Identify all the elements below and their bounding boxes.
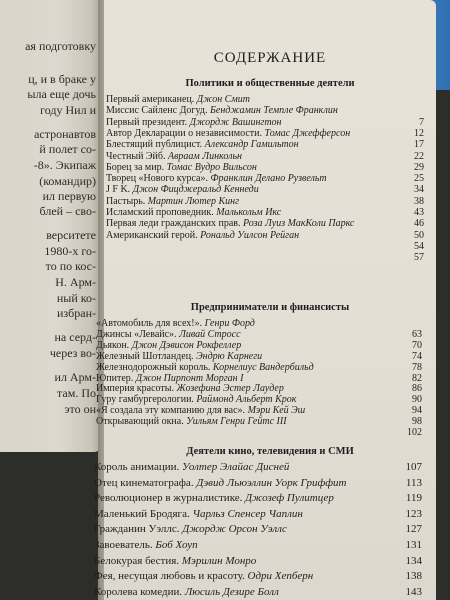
toc-entry-title — [94, 461, 289, 473]
toc-entry-person: Александр Гамильтон — [204, 139, 299, 151]
toc-entry-page: 78 — [412, 361, 422, 373]
toc-entry-person: Мэри Кей Эш — [247, 405, 306, 417]
left-page-line: ил Арм- — [54, 370, 96, 384]
toc-entry-person: Мартин Лютер Кинг — [147, 195, 239, 207]
toc-entry-label: Первый президент. — [106, 116, 188, 128]
section-heading: Деятели кино, телевидения и СМИ — [186, 446, 354, 457]
toc-entry-title — [96, 416, 287, 427]
toc-entry — [106, 117, 424, 129]
toc-entry-title — [94, 555, 256, 567]
left-page — [0, 0, 102, 452]
toc-entry-label: Первая леди гражданских прав. — [106, 218, 241, 230]
toc-entry-title — [96, 329, 241, 340]
toc-entry-title — [106, 105, 338, 116]
toc-entry-label: Отец кинематографа. — [94, 476, 194, 489]
toc-entry-person: Роза Луиз МакКоли Паркс — [243, 218, 355, 230]
toc-entry-title — [94, 508, 303, 520]
toc-entry-title — [106, 162, 257, 173]
toc-entry-page: 90 — [412, 394, 422, 406]
toc-entry-page: 57 — [414, 252, 424, 264]
toc-entry-label: Железный Шотландец. — [96, 350, 194, 362]
toc-entry-person: Уолтер Элайас Дисней — [181, 461, 290, 473]
left-page-line: ая подготовку — [25, 39, 96, 53]
toc-entry-person: Томас Джефферсон — [264, 127, 351, 139]
toc-entry-label: Гражданин Уэллс. — [94, 523, 180, 536]
toc-entry-label: Американский герой. — [106, 229, 198, 241]
toc-entry-label: Честный Эйб. — [106, 150, 166, 162]
toc-entry-label: Дьякон. — [96, 339, 130, 351]
left-page-line: (командир) — [39, 174, 96, 188]
toc-entry-label: Королева комедии. — [94, 585, 183, 598]
toc-entry-label: Король анимации. — [94, 461, 180, 473]
toc-entry-person: Чарльз Спенсер Чаплин — [192, 507, 303, 520]
toc-entry — [106, 128, 424, 140]
toc-entry-label: Миссис Сайленс Догуд. — [106, 105, 208, 117]
toc-entry — [94, 586, 422, 600]
toc-entry-page: 22 — [414, 150, 424, 162]
toc-entry-title — [106, 184, 259, 195]
toc-entry-title — [96, 318, 255, 329]
toc-entry-person: Ливай Стросс — [179, 328, 241, 340]
toc-entry — [106, 207, 424, 219]
toc-entry-person: Эндрю Карнеги — [196, 350, 263, 362]
left-page-line: то по кос- — [45, 259, 96, 273]
toc-entry-title — [96, 383, 284, 394]
toc-entry-title — [96, 362, 314, 373]
toc-entry-title — [96, 351, 262, 362]
toc-entry-title — [94, 586, 279, 598]
toc-entry-page: 94 — [412, 405, 422, 417]
toc-entry — [96, 427, 422, 439]
toc-entry — [94, 523, 422, 537]
section-heading: Предприниматели и финансисты — [190, 302, 350, 313]
left-page-line: избран- — [56, 306, 96, 320]
toc-entry-title — [94, 477, 347, 489]
toc-entry-page: 119 — [405, 492, 422, 505]
toc-entry — [106, 196, 424, 208]
toc-entry-page: 107 — [405, 461, 422, 473]
toc-entry-person: Генри Форд — [204, 318, 255, 329]
toc-entry-page: 25 — [414, 173, 424, 185]
toc-entry-person: Джозеф Пулитцер — [245, 492, 334, 505]
left-page-line: ил первую — [42, 189, 96, 203]
toc-entry-label: Джинсы «Левайс». — [96, 328, 177, 340]
toc-entry-label: Империя красоты. — [96, 383, 174, 395]
toc-entry — [106, 94, 424, 106]
toc-entry-page: 46 — [414, 218, 424, 230]
toc-entry-title — [94, 523, 287, 535]
toc-entry-title — [94, 492, 334, 504]
toc-entry-title — [106, 173, 327, 184]
toc-entry-label: Гуру гамбургерологии. — [96, 394, 194, 406]
left-page-line: Н. Арм- — [55, 275, 96, 289]
left-page-line: на серд- — [54, 330, 96, 344]
toc-entry-page: 50 — [414, 229, 424, 241]
toc-entry-title — [94, 539, 198, 551]
toc-entry-label: Автор Декларации о независимости. — [106, 127, 262, 139]
toc-entry-person: Франклин Делано Рузвельт — [210, 173, 327, 185]
toc-entry-page: 134 — [405, 554, 422, 567]
toc-entry-label: Творец «Нового курса». — [106, 173, 208, 185]
toc-entry-page: 29 — [414, 161, 424, 173]
toc-entry — [106, 105, 424, 117]
toc-entry — [106, 151, 424, 163]
toc-entry-page: 86 — [412, 383, 422, 395]
toc-entry-page: 74 — [412, 350, 422, 362]
toc-entry-person: Рональд Уилсон Рейган — [200, 229, 300, 241]
toc-entry-page: 131 — [405, 539, 422, 551]
right-page — [94, 0, 436, 600]
left-page-line: через во- — [49, 346, 96, 360]
toc-entry-label: «Автомобиль для всех!». — [96, 318, 203, 329]
toc-entry — [94, 477, 422, 491]
toc-entry-label: J F K. — [106, 184, 131, 196]
toc-entry-page: 43 — [414, 207, 424, 218]
left-page-line: ц, и в браке у — [28, 72, 96, 86]
toc-entry-page: 12 — [414, 127, 424, 139]
toc-entry-title — [106, 218, 354, 229]
toc-entry-page: 17 — [414, 139, 424, 151]
toc-entry-label: Исламский проповедник. — [106, 207, 214, 218]
toc-entry — [106, 184, 424, 196]
toc-entry-person: Уильям Генри Гейтс III — [186, 416, 287, 428]
toc-entry — [94, 539, 422, 553]
toc-entry-label: Фея, несущая любовь и красоту. — [94, 570, 245, 583]
toc-entry-title — [94, 570, 313, 582]
toc-entry-label: Юпитер. — [96, 372, 134, 384]
toc-entry-title — [106, 117, 282, 128]
toc-entry-page: 63 — [412, 328, 422, 340]
left-page-line: астронавтов — [34, 127, 96, 141]
toc-entry-person: Корнелиус Вандербильд — [212, 361, 314, 373]
toc-entry-title — [106, 207, 281, 218]
toc-entry-person: Джон Смит — [196, 94, 250, 105]
toc-entry-page: 123 — [405, 507, 422, 520]
toc-entry-title — [106, 139, 299, 150]
left-page-line: это он — [64, 402, 96, 416]
toc-entry-person: Джордж Вашингтон — [189, 116, 282, 128]
toc-entry — [106, 252, 424, 264]
toc-entry-person: Джон Фицджеральд Кеннеди — [132, 184, 259, 196]
toc-entry — [94, 492, 422, 506]
toc-entry-page: 143 — [405, 585, 422, 598]
toc-entry-title — [96, 405, 305, 416]
left-page-line: верситете — [46, 228, 96, 242]
toc-entry — [106, 173, 424, 185]
toc-entry — [106, 230, 424, 242]
toc-entry-title — [106, 128, 350, 139]
left-page-line: 1980-х го- — [44, 244, 96, 258]
toc-entry — [106, 139, 424, 151]
toc-entry-person: Бенджамин Темпле Франклин — [209, 105, 338, 117]
toc-entry — [106, 218, 424, 230]
toc-entry-label: Открывающий окна. — [96, 416, 184, 428]
toc-entry-person: Одри Хепберн — [247, 570, 314, 583]
toc-entry-person: Джордж Орсон Уэллс — [182, 523, 287, 536]
toc-entry-label: Революционер в журналистике. — [94, 492, 243, 505]
toc-entry-label: Завоеватель. — [94, 539, 153, 551]
toc-entry-page: 98 — [412, 416, 422, 428]
left-page-line: там. По — [57, 386, 96, 400]
toc-entry — [106, 241, 424, 253]
toc-entry-page: 54 — [414, 240, 424, 252]
toc-entry-label: Белокурая бестия. — [94, 554, 180, 567]
toc-entry-person: Боб Хоуп — [155, 539, 198, 551]
toc-entry-title — [106, 94, 250, 105]
toc-entry-person: Джон Пирпонт Морган I — [135, 372, 244, 384]
toc-entry-person: Авраам Линкольн — [167, 150, 242, 162]
left-page-line: й полет со- — [39, 142, 96, 156]
left-page-line: ный ко- — [56, 291, 96, 305]
toc-entry — [94, 508, 422, 522]
toc-entry-label: Пастырь. — [106, 195, 146, 207]
toc-entry-page: 113 — [405, 476, 422, 489]
toc-entry-label: Маленький Бродяга. — [94, 507, 190, 520]
toc-entry — [106, 162, 424, 174]
toc-entry-person: Джон Дэвисон Рокфеллер — [131, 339, 242, 351]
section-heading: Политики и общественные деятели — [185, 78, 355, 89]
toc-entry-page: 7 — [419, 116, 424, 128]
toc-entry-label: Железнодорожный король. — [96, 361, 211, 373]
toc-entry-person: Раймонд Альберт Крок — [196, 394, 297, 406]
toc-entry-person: Жозефина Эстер Лаудер — [176, 383, 284, 395]
toc-entry-page: 138 — [405, 570, 422, 583]
left-page-line: -8». Экипаж — [33, 158, 96, 172]
toc-entry-person: Люсиль Дезире Болл — [184, 585, 279, 598]
toc-entry-title — [96, 394, 296, 405]
toc-entry-page: 102 — [407, 427, 422, 438]
left-page-line: ыла еще дочь — [27, 87, 96, 101]
toc-entry-person: Малькольм Икс — [216, 207, 282, 218]
left-page-line: блей – сво- — [39, 204, 96, 218]
toc-entry-person: Томас Вудро Вильсон — [166, 161, 257, 173]
toc-entry — [94, 570, 422, 584]
page-title: СОДЕРЖАНИЕ — [213, 50, 327, 66]
toc-entry-label: Борец за мир. — [106, 161, 165, 173]
toc-entry-page: 70 — [412, 339, 422, 351]
toc-entry — [94, 555, 422, 569]
toc-entry-label: «Я создала эту компанию для вас». — [96, 405, 246, 417]
toc-entry-page: 82 — [412, 372, 422, 384]
toc-entry-page: 127 — [405, 523, 422, 536]
toc-entry-title — [96, 340, 241, 351]
toc-entry-title — [106, 230, 299, 241]
toc-entry-title — [106, 196, 239, 207]
toc-entry-label: Блестящий публицист. — [106, 139, 203, 151]
toc-entry-person: Мэрилин Монро — [181, 554, 257, 567]
toc-entry-person: Дэвид Льюэллин Уорк Гриффит — [196, 476, 347, 489]
toc-entry-page: 34 — [414, 184, 424, 196]
toc-entry-label: Первый американец. — [106, 94, 195, 105]
toc-entry-title — [106, 151, 242, 162]
toc-entry — [94, 461, 422, 475]
left-page-line: году Нил и — [40, 103, 96, 117]
toc-entry-page: 38 — [414, 195, 424, 207]
toc-entry-title — [96, 373, 243, 384]
